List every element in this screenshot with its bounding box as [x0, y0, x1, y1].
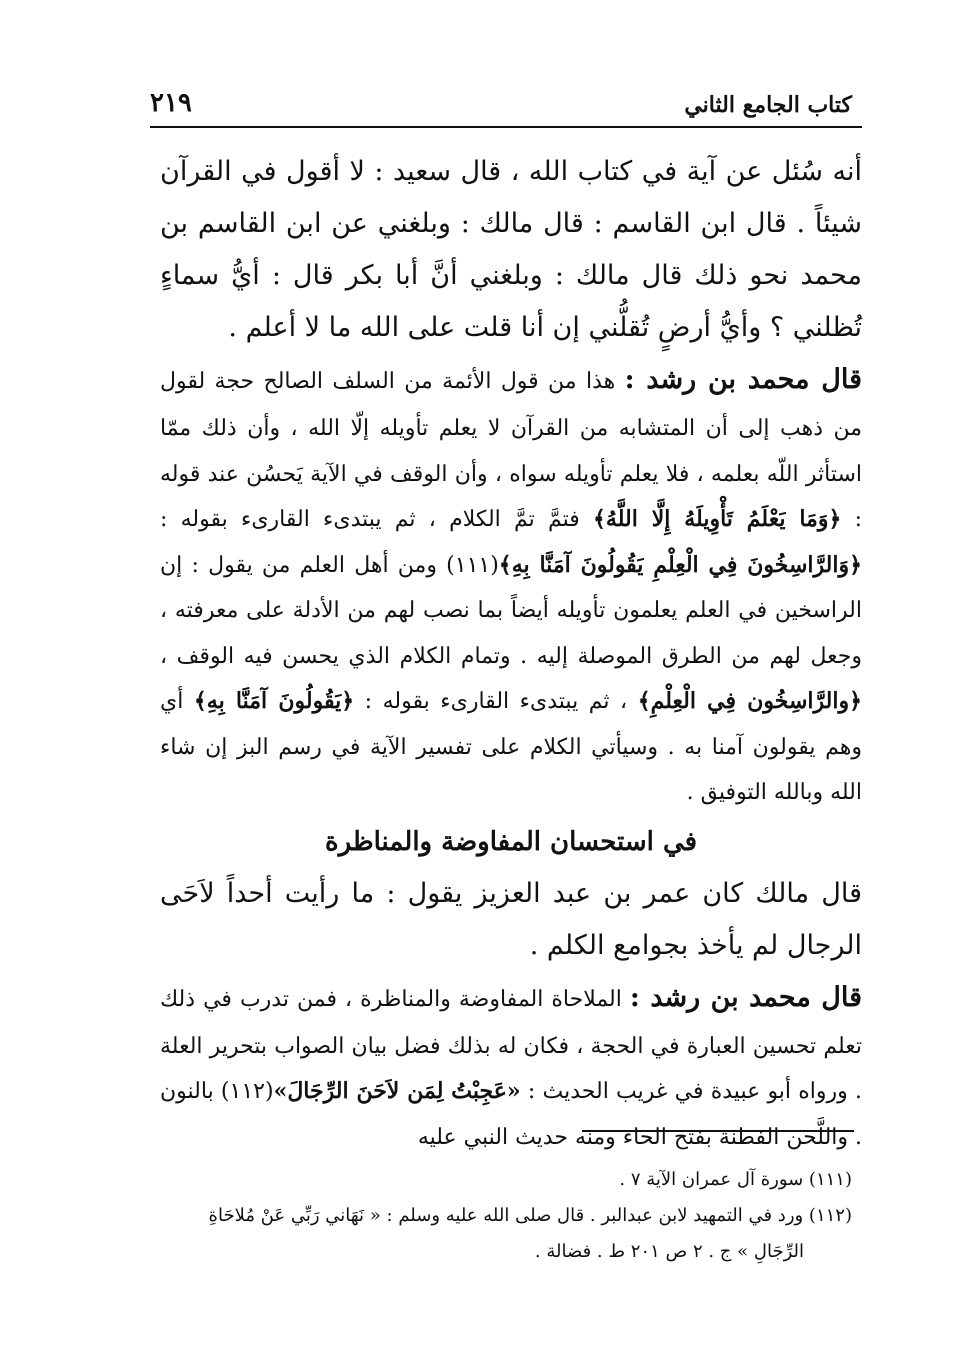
- hadith-quote: «عَجِبْتُ لِمَن لاَحَنَ الرِّجَالَ»: [273, 1078, 521, 1104]
- paragraph-4-text-2: (١١٢) بالنون . واللَّحن الفطنة بفتح الحاء ومنه حديث النبي عليه: [160, 1079, 862, 1150]
- paragraph-2: [160, 354, 862, 816]
- header-rule: [150, 126, 862, 128]
- paragraph-2-text-5: أي وهم يقولون آمنا به . وسيأتي الكلام على تفسير الآية في رسم البز إن شاء الله وبالله التوفيق .: [160, 689, 862, 805]
- paragraph-2-text-3: (١١١) ومن أهل العلم من يقول : إن الراسخين في العلم يعلمون تأويله أيضاً بما نصب لهم من الأدلة على معرفته ، وجعل لهم من الطرق الموصلة إليه . وتمام الكلام الذي يحسن فيه الوقف ،: [160, 552, 862, 669]
- page-header: [150, 84, 862, 128]
- speaker-label: قال محمد بن رشد :: [624, 364, 862, 395]
- footnote-separator: [582, 1130, 854, 1132]
- quran-quote-3: ﴿والرَّاسِخُون فِي الْعِلْمِ﴾: [637, 688, 862, 714]
- footnote-112-continuation: الرِّجَالِ » ج . ٢ ص ٢٠١ ط . فضالة .: [534, 1241, 804, 1262]
- main-text: [160, 146, 862, 1160]
- footnote-112: (١١٢) ورد في التمهيد لابن عبدالبر . قال صلى الله عليه وسلم : « نَهَاني رَبِّي عَنْ مُلاحَاةِ: [208, 1205, 852, 1226]
- paragraph-2-text-1: هذا من قول الأئمة من السلف الصالح حجة لقول من ذهب إلى أن المتشابه من القرآن لا يعلم تأويله إلّا الله ، وأن ذلك ممّا استأثر اللّه بعلمه ، فلا يعلم تأويله سواه ، وأن الوقف في الآية يَحسُن عند قوله :: [160, 369, 862, 532]
- page-number: ٢١٩: [150, 88, 192, 118]
- paragraph-3: قال مالك كان عمر بن عبد العزيز يقول : ما رأيت أحداً لاَحَى الرجال لم يأخذ بجوامع الكلم .: [160, 877, 862, 961]
- paragraph-1: أنه سُئل عن آية في كتاب الله ، قال سعيد : لا أقول في القرآن شيئاً . قال ابن القاسم : قال مالك : وبلغني عن ابن القاسم بن محمد نحو ذلك قال مالك : وبلغني أنَّ أبا بكر قال : أيُّ سماءٍ تُظلني ؟ وأيُّ أرضٍ تُقلُّني إن أنا قلت على الله ما لا أعلم .: [160, 156, 862, 343]
- quran-quote-1: ﴿وَمَا يَعْلَمُ تَأْوِيلَهُ إِلَّا اللَّهُ﴾: [593, 506, 842, 532]
- paragraph-2-text-4: ، ثم يبتدىء القارىء بقوله :: [354, 689, 638, 714]
- footnote-111: (١١١) سورة آل عمران الآية ٧ .: [619, 1169, 852, 1190]
- section-heading: في استحسان المفاوضة والمناظرة: [324, 826, 698, 857]
- paragraph-2-text-2: فتمَّ تمَّ الكلام ، ثم يبتدىء القارىء بقوله :: [160, 507, 594, 532]
- paragraph-4-text-1: الملاحاة المفاوضة والمناظرة ، فمن تدرب في ذلك تعلم تحسين العبارة في الحجة ، فكان له بذلك فضل بيان الصواب بتحرير العلة . ورواه أبو عبيدة في غريب الحديث :: [160, 986, 863, 1104]
- speaker-label: قال محمد بن رشد :: [629, 981, 862, 1013]
- quran-quote-2: ﴿وَالرَّاسِخُونَ فِي الْعِلْمِ يَقُولُونَ آمَنَّا بِهِ﴾: [498, 551, 862, 578]
- running-title: كتاب الجامع الثاني: [684, 92, 852, 118]
- footnotes: [150, 1162, 852, 1270]
- quran-quote-4: ﴿يَقُولُونَ آمَنَّا بِهِ﴾: [193, 688, 355, 714]
